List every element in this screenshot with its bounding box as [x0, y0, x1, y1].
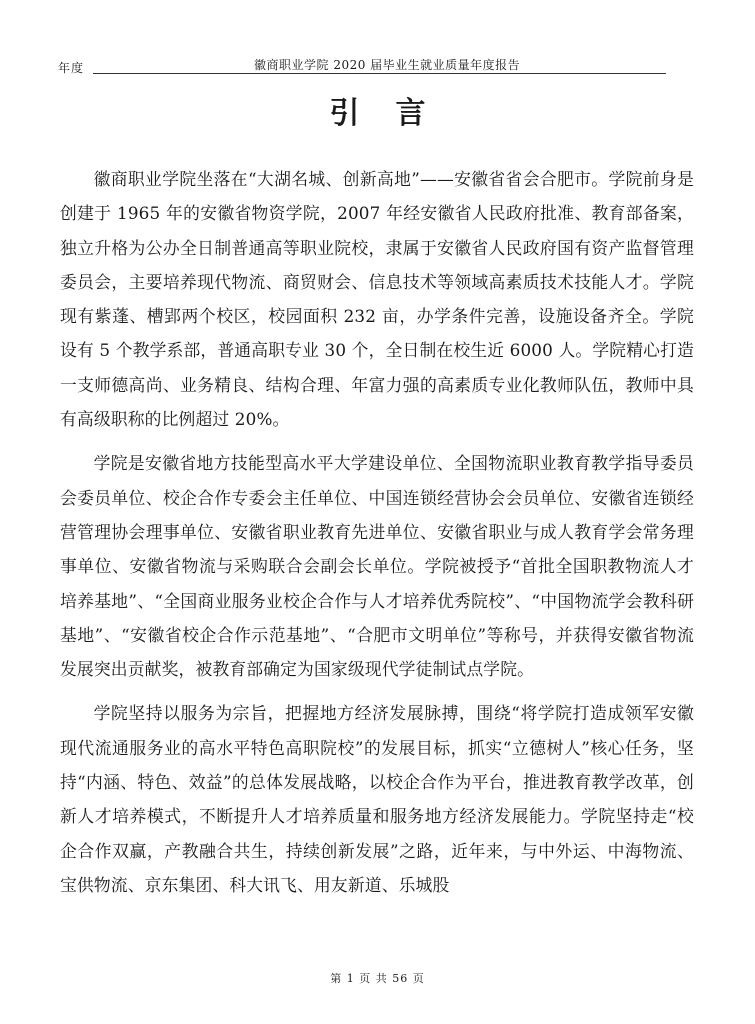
header-rule	[93, 73, 666, 74]
paragraph-honors: 学院是安徽省地方技能型高水平大学建设单位、全国物流职业教育教学指导委员会委员单位、校企合作专委会主任单位、中国连锁经营协会会员单位、安徽省连锁经营管理协会理事单位、安徽省职业教育先进单位、安徽省职业与成人教育学会常务理事单位、安徽省物流与采购联合会副会长单位。学院被授予“首批全国职教物流人才培养基地”、“全国商业服务业校企合作与人才培养优秀院校”、“中国物流学会教科研基地”、“安徽省校企合作示范基地”、“合肥市文明单位”等称号，并获得安徽省物流发展突出贡献奖，被教育部确定为国家级现代学徒制试点学院。	[60, 453, 694, 680]
header-year-label: 年度	[58, 61, 85, 75]
header-report-title: 徽商职业学院 2020 届毕业生就业质量年度报告	[254, 58, 521, 72]
page-footer: 第 1 页 共 56 页	[330, 972, 425, 985]
section-title: 引言	[329, 96, 462, 131]
paragraph-strategy: 学院坚持以服务为宗旨，把握地方经济发展脉搏，围绕“将学院打造成领军安徽现代流通服务业的高水平特色高职院校”的发展目标，抓实“立德树人”核心任务，坚持“内涵、特色、效益”的总体发展战略，以校企合作为平台，推进教育教学改革，创新人才培养模式，不断提升人才培养质量和服务地方经济发展能力。学院坚持走“校企合作双赢，产教融合共生，持续创新发展”之路，近年来，与中外运、中海物流、宝供物流、京东集团、科大讯飞、用友新道、乐城股	[60, 703, 694, 895]
paragraph-intro: 徽商职业学院坐落在“大湖名城、创新高地”——安徽省省会合肥市。学院前身是创建于 1965 年的安徽省物资学院，2007 年经安徽省人民政府批准、教育部备案，独立升格为公办全日制普通高等职业院校，隶属于安徽省人民政府国有资产监督管理委员会，主要培养现代物流、商贸财会、信息技术等领域高素质技术技能人才。学院现有紫蓬、槽郢两个校区，校园面积 232 亩，办学条件完善，设施设备齐全。学院设有 5 个教学系部，普通高职专业 30 个，全日制在校生近 6000 人。学院精心打造一支师德高尚、业务精良、结构合理、年富力强的高素质专业化教师队伍，教师中具有高级职称的比例超过 20%。	[60, 169, 694, 430]
body-text	[60, 162, 694, 912]
page-header	[58, 56, 666, 74]
